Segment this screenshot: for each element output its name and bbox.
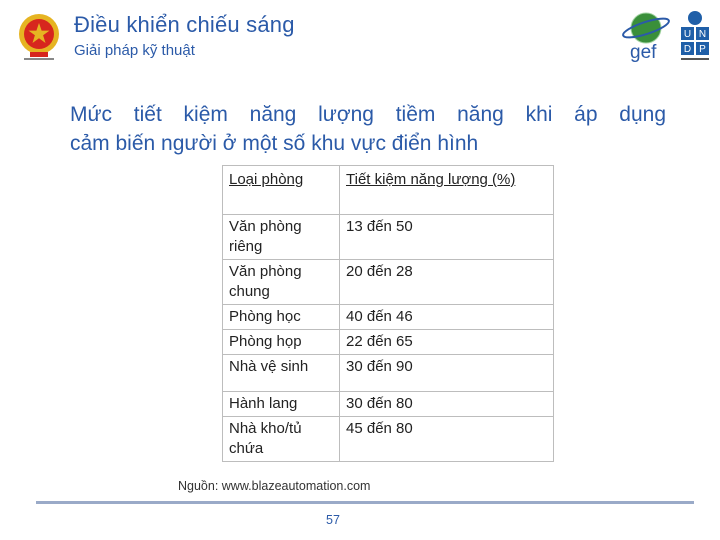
room-type-cell: Văn phòng riêng — [223, 215, 340, 260]
saving-cell: 22 đến 65 — [340, 330, 554, 355]
source-note: Nguồn: www.blazeautomation.com — [178, 479, 371, 493]
table-row — [223, 305, 554, 330]
room-type-cell: Nhà vệ sinh — [223, 355, 340, 392]
saving-cell: 20 đến 28 — [340, 260, 554, 305]
slide-heading — [70, 100, 666, 158]
table-row — [223, 330, 554, 355]
heading-line-1: Mức tiết kiệm năng lượng tiềm năng khi áp dụng — [70, 103, 666, 126]
table-row — [223, 392, 554, 417]
column-header-energy-saving: Tiết kiệm năng lượng (%) — [340, 166, 554, 215]
table-header-row — [223, 166, 554, 215]
table-row — [223, 260, 554, 305]
energy-savings-table — [222, 165, 554, 462]
heading-line-2: cảm biến người ở một số khu vực điển hình — [70, 132, 479, 155]
page-number: 57 — [326, 513, 340, 527]
room-type-cell: Nhà kho/tủ chứa — [223, 417, 340, 462]
room-type-cell: Hành lang — [223, 392, 340, 417]
saving-cell: 30 đến 90 — [340, 355, 554, 392]
svg-text:U: U — [683, 29, 692, 40]
room-type-cell: Phòng học — [223, 305, 340, 330]
saving-cell: 45 đến 80 — [340, 417, 554, 462]
table-row — [223, 417, 554, 462]
gef-logo — [622, 8, 672, 62]
room-type-cell: Văn phòng chung — [223, 260, 340, 305]
table-row — [223, 355, 554, 392]
vietnam-emblem-logo — [16, 12, 62, 64]
saving-cell: 40 đến 46 — [340, 305, 554, 330]
svg-text:N: N — [698, 29, 707, 40]
footer-divider — [36, 501, 694, 504]
header-title: Điều khiển chiếu sáng — [74, 12, 295, 37]
header-subtitle: Giải pháp kỹ thuật — [74, 42, 195, 59]
svg-text:D: D — [683, 44, 692, 55]
room-type-cell: Phòng họp — [223, 330, 340, 355]
svg-text:gef: gef — [630, 42, 657, 62]
svg-text:P: P — [699, 44, 706, 55]
undp-logo — [680, 10, 710, 64]
saving-cell: 13 đến 50 — [340, 215, 554, 260]
column-header-room-type: Loại phòng — [223, 166, 340, 215]
saving-cell: 30 đến 80 — [340, 392, 554, 417]
table-row — [223, 215, 554, 260]
